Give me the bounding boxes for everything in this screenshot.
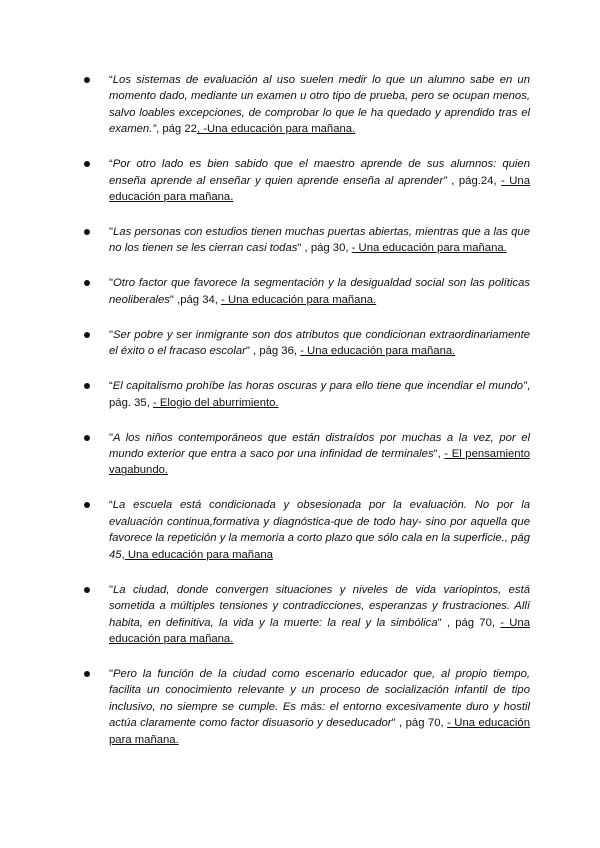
quote-page-ref: " , pág 70,	[437, 616, 501, 629]
quote-source-link[interactable]: - Una educación para mañana.	[109, 616, 530, 645]
quote-source-link[interactable]: - Una educación para mañana.	[300, 345, 456, 358]
quote-open-mark: "	[109, 431, 114, 444]
quote-item	[84, 430, 530, 479]
quote-page-ref: , pág.24,	[446, 174, 502, 187]
quote-source-link[interactable]: , -Una educación para mañana.	[196, 123, 356, 136]
quote-source-link[interactable]: - Una educación para mañana.	[109, 717, 530, 746]
bullet-icon	[84, 161, 90, 167]
quote-source-link[interactable]: - Una educación para mañana.	[221, 293, 377, 306]
quote-text: Las personas con estudios tienen muchas puertas abiertas, mientras que a las que no los tienen se les cierran casi todas	[109, 226, 530, 255]
bullet-icon	[84, 280, 90, 286]
bullet-icon	[84, 671, 90, 677]
bullet-icon	[84, 332, 90, 338]
quote-page-ref: " , pág 36,	[245, 345, 301, 358]
quote-text: Ser pobre y ser inmigrante son dos atributos que condicionan extraordinariamente el éxito o el fracaso escolar	[109, 328, 530, 358]
quote-page-ref: , pág 22	[156, 123, 197, 136]
quote-open-mark: "	[109, 226, 114, 239]
bullet-icon	[84, 435, 90, 441]
quote-text: Otro factor que favorece la segmentación y la desigualdad social son las políticas neoliberales	[109, 277, 530, 306]
quote-open-mark: “	[109, 158, 113, 171]
bullet-icon	[84, 502, 90, 508]
quote-item	[84, 582, 530, 648]
quote-source-link[interactable]: - Elogio del aburrimiento.	[152, 396, 279, 409]
quote-source-link[interactable]: Una educación para mañana	[124, 548, 273, 561]
quote-text: A los niños contemporáneos que están distraídos por muchas a la vez, por el mundo exterior que entra a saco por una infinidad de terminales	[109, 431, 530, 461]
quote-source-link[interactable]: - Una educación para mañana.	[109, 174, 530, 204]
quote-list	[84, 72, 530, 767]
quote-page-ref: " , pág 70,	[391, 717, 448, 730]
bullet-icon	[84, 587, 90, 593]
quote-open-mark: “	[109, 499, 113, 512]
quote-item	[84, 327, 530, 360]
bullet-icon	[84, 229, 90, 235]
quote-text: Los sistemas de evaluación al uso suelen medir lo que un alumno sabe en un momento dado, mediante un examen u otro tipo de prueba, pero se ocupan menos, salvo loables excepciones, de comprobar lo que le ha quedado y aprendido tras el examen.”	[109, 74, 530, 136]
bullet-icon	[84, 383, 90, 389]
quote-page-ref: " , pág 30,	[297, 242, 352, 255]
quote-item	[84, 224, 530, 257]
quote-page-ref: , pág. 35,	[109, 380, 530, 409]
bullet-icon	[84, 77, 90, 83]
quote-text: La escuela está condicionada y obsesionada por la evaluación. No por la evaluación continua,formativa y diagnóstica-que de todo hay- sino por aquella que favorece la repetición y la memoria a corto plazo que sólo cala en la superficie., pág 45	[109, 499, 530, 561]
quote-text: Pero la función de la ciudad como escenario educador que, al propio tiempo, facilita un conocimiento relevante y un proceso de socialización infantil de tipo inclusivo, no siempre se cumple. Es más: el entorno excesivamente duro y hostil actúa claramente como factor disuasorio y deseducador	[109, 667, 530, 730]
quote-item	[84, 72, 530, 138]
quote-item	[84, 275, 530, 308]
quote-open-mark: "	[109, 583, 114, 596]
quote-item	[84, 378, 530, 411]
quote-open-mark: “	[109, 74, 113, 86]
quote-source-link[interactable]: - Una educación para mañana.	[351, 242, 507, 255]
quote-item	[84, 666, 530, 748]
quote-text: El capitalismo prohíbe las horas oscuras y para ello tiene que incendiar el mundo”	[112, 380, 527, 393]
quote-text: La ciudad, donde convergen situaciones y niveles de vida variopintos, está sometida a múltiples tensiones y contradicciones, esperanzas y frustraciones. Allí habita, en definitiva, la vida y la muerte: la real y la simbólica	[109, 583, 530, 629]
quote-open-mark: “	[109, 380, 113, 393]
quote-item	[84, 156, 530, 205]
quote-item	[84, 497, 530, 563]
quote-page-ref: " ,pág 34,	[169, 293, 222, 306]
quote-open-mark: "	[109, 667, 114, 680]
quote-text: Por otro lado es bien sabido que el maestro aprende de sus alumnos: quien enseña aprende al enseñar y quien aprende enseña al aprender”	[109, 158, 530, 187]
quote-open-mark: "	[109, 328, 114, 341]
quote-page-ref: ,	[121, 548, 125, 561]
quote-source-link[interactable]: - El pensamiento vagabundo.	[109, 448, 530, 477]
quote-open-mark: "	[109, 277, 114, 290]
quote-page-ref: ",	[433, 448, 445, 461]
